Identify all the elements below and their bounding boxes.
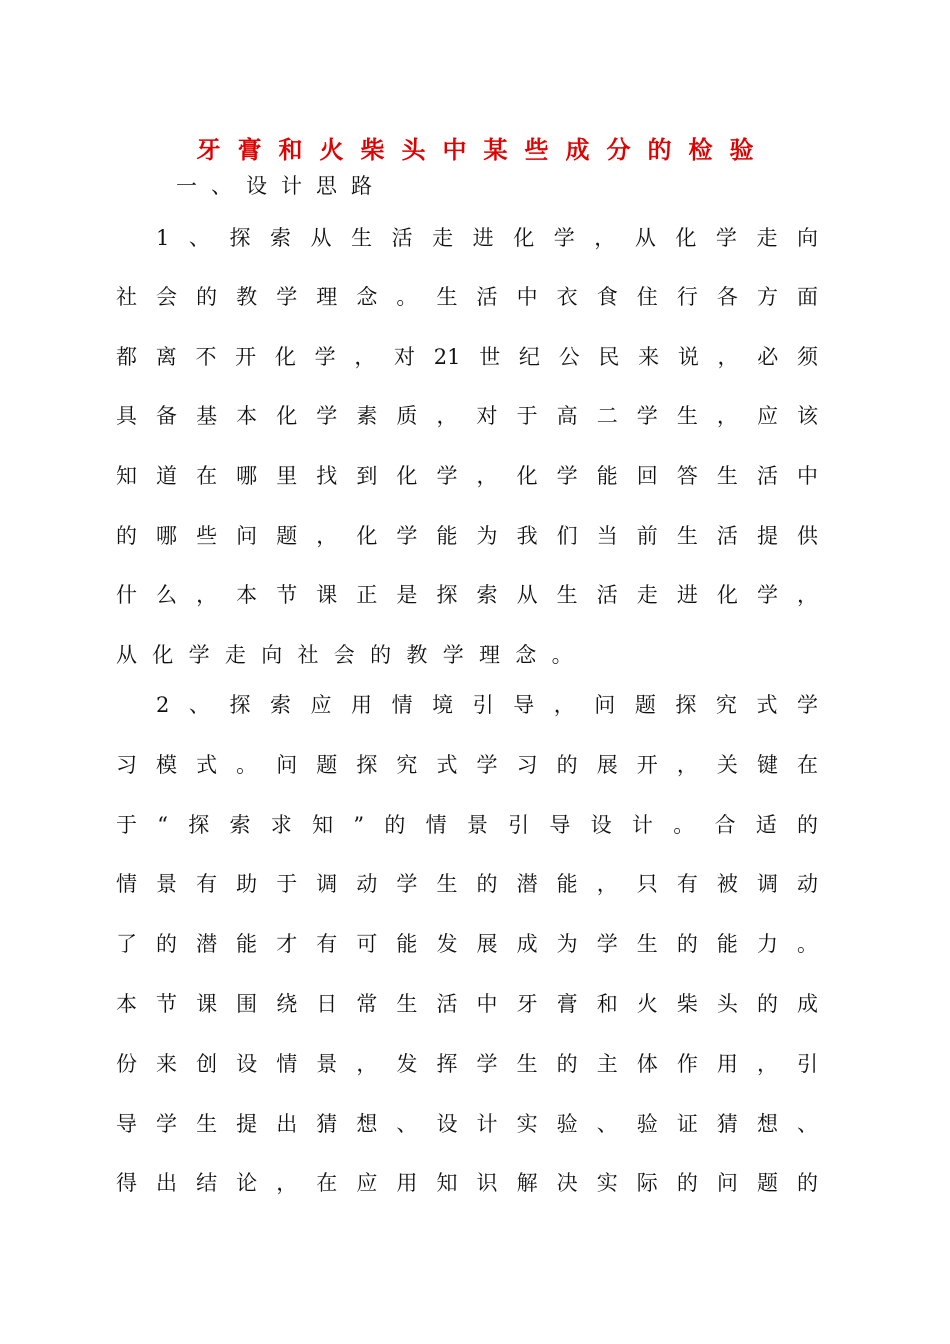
paragraph-line: 导学生提出猜想、设计实验、验证猜想、 xyxy=(116,1112,818,1136)
paragraph-line: 份来创设情景，发挥学生的主体作用，引 xyxy=(116,1052,818,1076)
paragraph-line: 社会的教学理念。生活中衣食住行各方面 xyxy=(116,285,818,309)
paragraph-line: 1、探索从生活走进化学，从化学走向 xyxy=(156,226,818,250)
paragraph-line: 的哪些问题，化学能为我们当前生活提供 xyxy=(116,524,818,548)
paragraph-line: 从化学走向社会的教学理念。 xyxy=(116,643,588,667)
paragraph-line: 具备基本化学素质，对于高二学生，应该 xyxy=(116,404,818,428)
paragraph-line: 本节课围绕日常生活中牙膏和火柴头的成 xyxy=(116,992,818,1016)
paragraph-line: 2、探索应用情境引导，问题探究式学 xyxy=(156,693,818,717)
paragraph-line: 什么，本节课正是探索从生活走进化学， xyxy=(116,583,818,607)
paragraph-line: 都离不开化学，对21世纪公民来说，必须 xyxy=(116,345,818,369)
paragraph-line: 知道在哪里找到化学，化学能回答生活中 xyxy=(116,464,818,488)
section-heading: 一、设计思路 xyxy=(176,174,386,198)
paragraph-line: 于“探索求知”的情景引导设计。合适的 xyxy=(116,813,818,837)
paragraph-line: 了的潜能才有可能发展成为学生的能力。 xyxy=(116,932,818,956)
paragraph-line: 得出结论，在应用知识解决实际的问题的 xyxy=(116,1171,818,1195)
document-title: 牙膏和火柴头中某些成分的检验 xyxy=(196,135,771,164)
paragraph-line: 情景有助于调动学生的潜能，只有被调动 xyxy=(116,872,818,896)
paragraph-line: 习模式。问题探究式学习的展开，关键在 xyxy=(116,753,818,777)
